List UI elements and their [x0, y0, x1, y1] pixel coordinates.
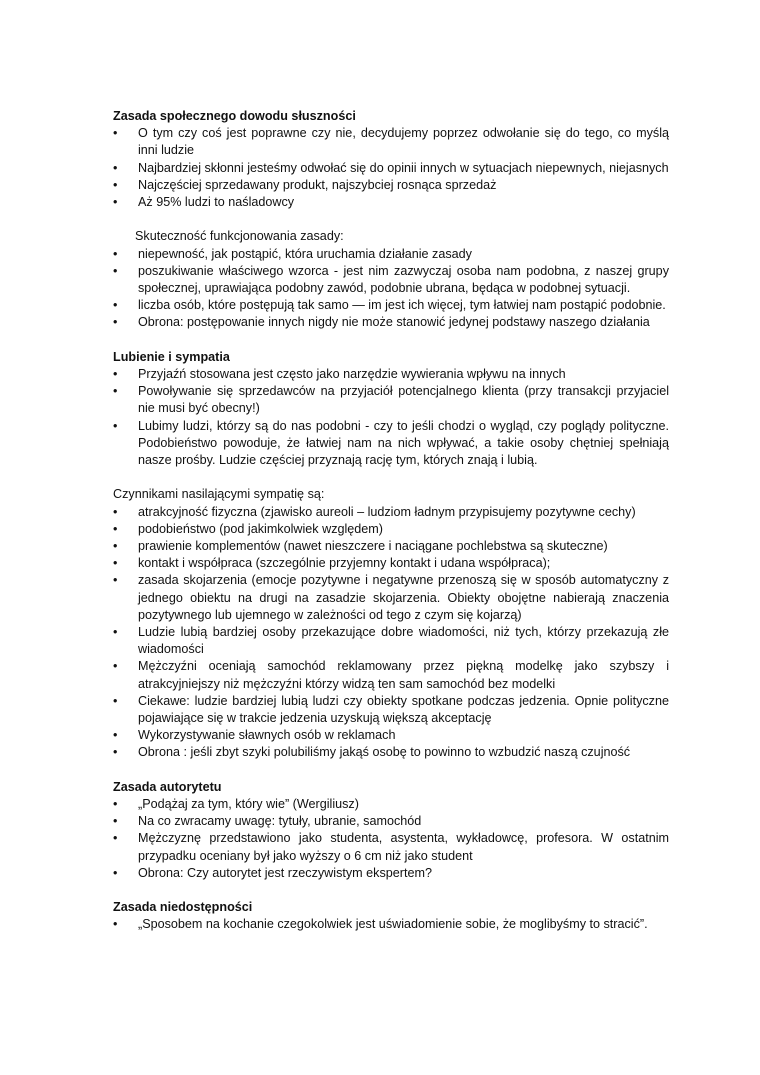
list-item: • liczba osób, które postępują tak samo — im jest ich więcej, tym łatwiej nam postąpić podobnie.	[113, 297, 669, 314]
list-item: • Ciekawe: ludzie bardziej lubią ludzi czy obiekty spotkane podczas jedzenia. Opnie polityczne pojawiające się w trakcie jedzenia uzyskują większą akceptację	[113, 693, 669, 727]
list-item: • zasada skojarzenia (emocje pozytywne i negatywne przenoszą się w sposób automatyczny z jednego obiektu na drugi na zasadzie skojarzenia. Obiekty obojętne nabierają znaczenia pozytywnego lub ujemnego w zależności od tego z czym się kojarzą)	[113, 572, 669, 624]
sub-heading: Skuteczność funkcjonowania zasady:	[135, 229, 344, 244]
section-liking	[113, 349, 669, 762]
list-item: • Obrona: postępowanie innych nigdy nie może stanowić jedynej podstawy naszego działania	[113, 314, 669, 331]
bullet-list	[113, 366, 669, 469]
section-heading: Lubienie i sympatia	[113, 349, 230, 364]
bullet-list	[113, 125, 669, 211]
bullet-list	[113, 916, 669, 933]
list-item: • „Sposobem na kochanie czegokolwiek jest uświadomienie sobie, że moglibyśmy to stracić”.	[113, 916, 669, 933]
list-item: • Na co zwracamy uwagę: tytuły, ubranie, samochód	[113, 813, 669, 830]
list-item: • Powoływanie się sprzedawców na przyjaciół potencjalnego klienta (przy transakcji przyjaciel nie musi być obecny!)	[113, 383, 669, 417]
sub-heading: Czynnikami nasilającymi sympatię są:	[113, 487, 325, 502]
spacer	[113, 332, 669, 349]
bullet-list	[113, 246, 669, 332]
list-item: • prawienie komplementów (nawet nieszczere i naciągane pochlebstwa są skuteczne)	[113, 538, 669, 555]
list-item: • Obrona : jeśli zbyt szyki polubiliśmy jakąś osobę to powinno to wzbudzić naszą czujność	[113, 744, 669, 761]
spacer	[113, 469, 669, 486]
list-item: • podobieństwo (pod jakimkolwiek względem)	[113, 521, 669, 538]
list-item: • Najczęściej sprzedawany produkt, najszybciej rosnąca sprzedaż	[113, 177, 669, 194]
list-item: • Najbardziej skłonni jesteśmy odwołać się do opinii innych w sytuacjach niepewnych, niejasnych	[113, 160, 669, 177]
section-scarcity	[113, 899, 669, 933]
list-item: • Przyjaźń stosowana jest często jako narzędzie wywierania wpływu na innych	[113, 366, 669, 383]
list-item: • Lubimy ludzi, którzy są do nas podobni - czy to jeśli chodzi o wygląd, czy poglądy polityczne. Podobieństwo powoduje, że łatwiej nam na nich wpływać, a takie osoby chętniej spełniają nasze prośby. Ludzie częściej przyznają rację tym, których znają i lubią.	[113, 418, 669, 470]
list-item: • Mężczyznę przedstawiono jako studenta, asystenta, wykładowcę, profesora. W ostatnim przypadku oceniany był jako wyższy o 6 cm niż jako student	[113, 830, 669, 864]
list-item: • Obrona: Czy autorytet jest rzeczywistym ekspertem?	[113, 865, 669, 882]
spacer	[113, 882, 669, 899]
list-item: • „Podążaj za tym, który wie” (Wergiliusz)	[113, 796, 669, 813]
bullet-list	[113, 796, 669, 882]
section-heading: Zasada autorytetu	[113, 779, 222, 794]
list-item: • niepewność, jak postąpić, która uruchamia działanie zasady	[113, 246, 669, 263]
document-page	[113, 108, 669, 934]
spacer	[113, 211, 669, 228]
spacer	[113, 762, 669, 779]
list-item: • Wykorzystywanie sławnych osób w reklamach	[113, 727, 669, 744]
section-authority	[113, 779, 669, 882]
bullet-list	[113, 504, 669, 762]
list-item: • Mężczyźni oceniają samochód reklamowany przez piękną modelkę jako szybszy i atrakcyjniejszy niż mężczyźni którzy widzą ten sam samochód bez modelki	[113, 658, 669, 692]
list-item: • poszukiwanie właściwego wzorca - jest nim zazwyczaj osoba nam podobna, z naszej grupy społecznej, uprawiająca podobny zawód, podobnie ubrana, będąca w podobnej sytuacji.	[113, 263, 669, 297]
list-item: • kontakt i współpraca (szczególnie przyjemny kontakt i udana współpraca);	[113, 555, 669, 572]
list-item: • atrakcyjność fizyczna (zjawisko aureoli – ludziom ładnym przypisujemy pozytywne cechy)	[113, 504, 669, 521]
list-item: • Aż 95% ludzi to naśladowcy	[113, 194, 669, 211]
list-item: • Ludzie lubią bardziej osoby przekazujące dobre wiadomości, niż tych, którzy przekazują złe wiadomości	[113, 624, 669, 658]
section-social-proof	[113, 108, 669, 332]
section-heading: Zasada społecznego dowodu słuszności	[113, 109, 356, 123]
section-heading: Zasada niedostępności	[113, 900, 253, 915]
list-item: • O tym czy coś jest poprawne czy nie, decydujemy poprzez odwołanie się do tego, co myślą inni ludzie	[113, 125, 669, 159]
